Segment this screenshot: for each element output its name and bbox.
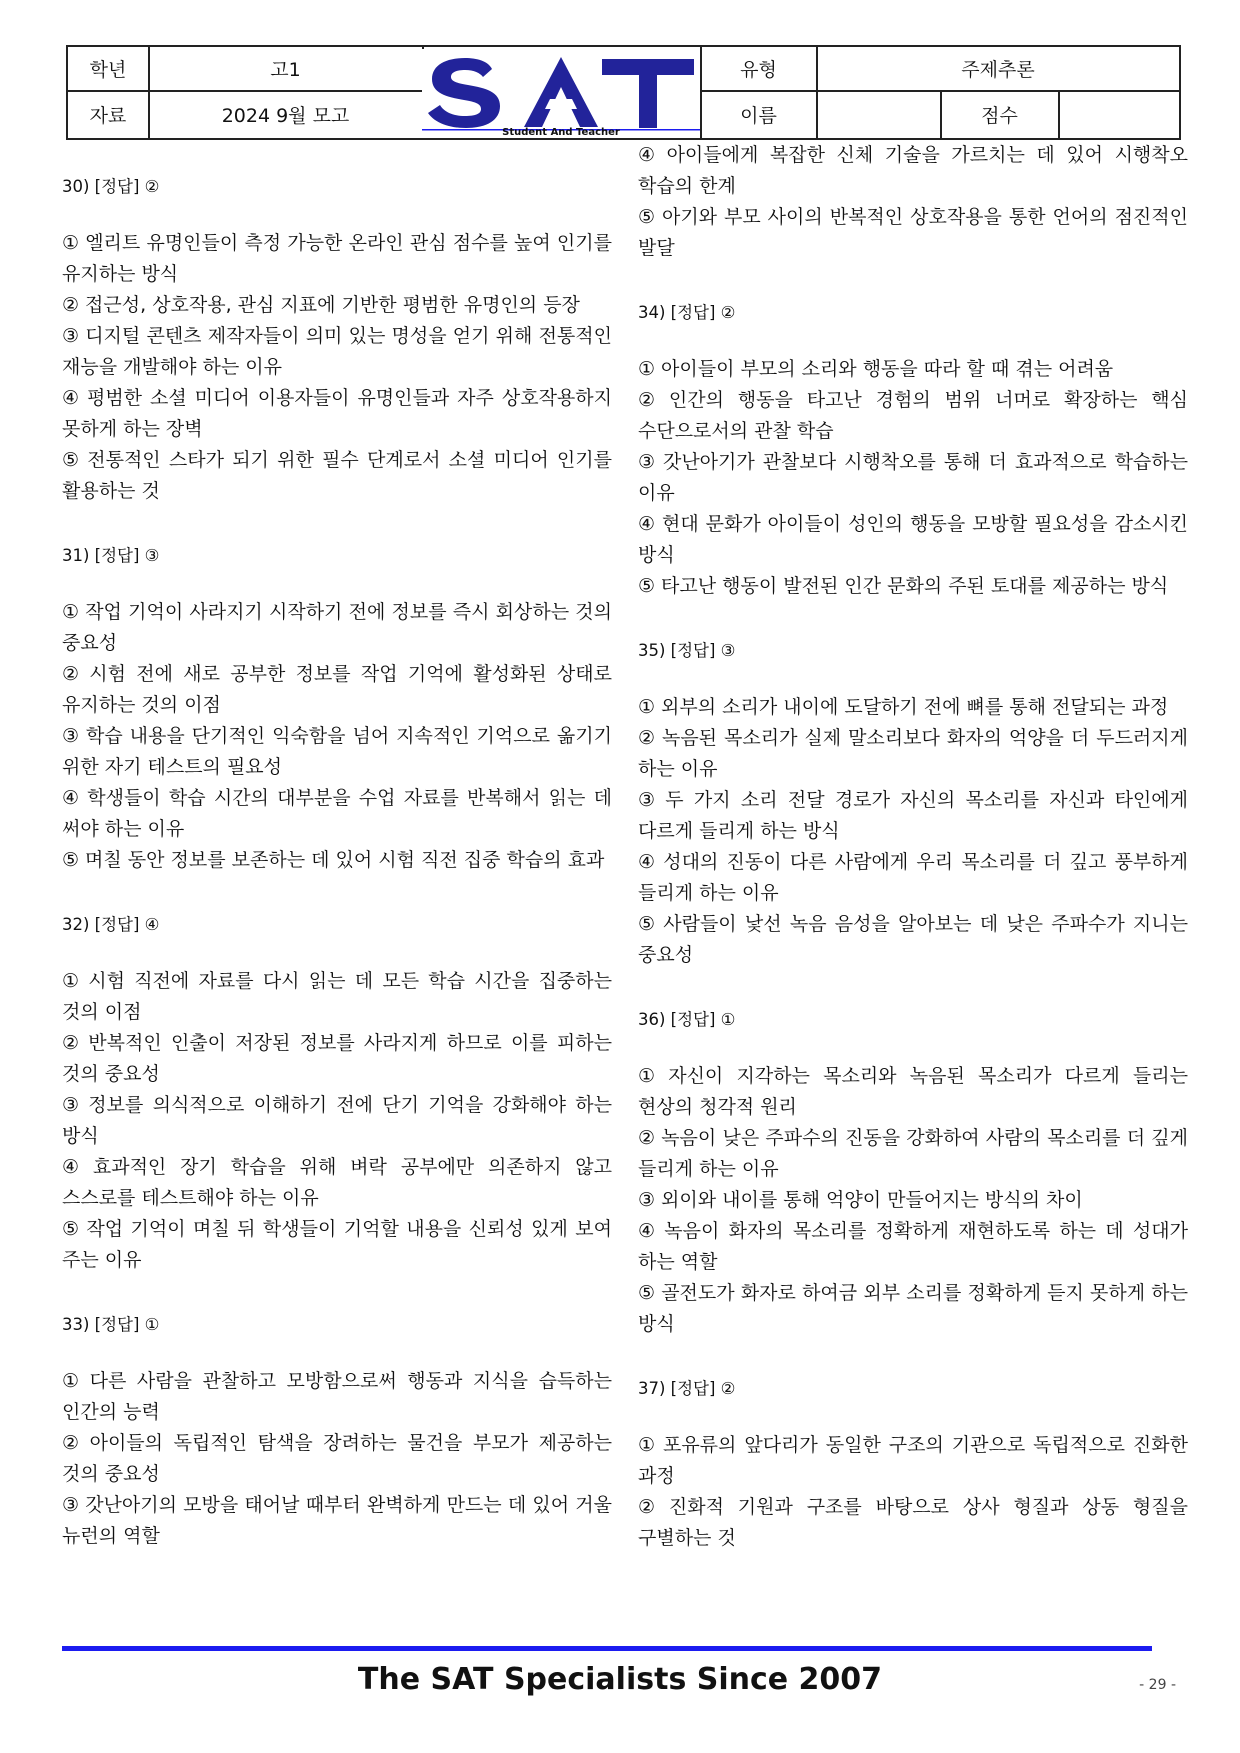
option-text: 시험 전에 새로 공부한 정보를 작업 기억에 활성화된 상태로 유지하는 것의 이점 (62, 663, 612, 716)
option-item (62, 1366, 612, 1428)
answer-key: 30) [정답] ② (62, 177, 160, 196)
option-number: ① (62, 1370, 84, 1392)
answer-key: 31) [정답] ③ (62, 546, 160, 565)
option-number: ④ (638, 513, 656, 535)
option-item (638, 723, 1188, 785)
option-text: 사람들이 낯선 녹음 음성을 알아보는 데 낮은 주파수가 지니는 중요성 (638, 913, 1188, 966)
option-item (638, 385, 1188, 447)
option-number: ② (62, 294, 80, 316)
option-item (62, 290, 612, 321)
option-item (638, 571, 1188, 602)
option-number: ② (62, 1032, 83, 1054)
option-item (62, 1028, 612, 1090)
source-label: 자료 (89, 105, 127, 127)
right-column (638, 140, 1188, 1588)
option-text: 접근성, 상호작용, 관심 지표에 기반한 평범한 유명인의 등장 (85, 294, 580, 316)
option-text: 학습 내용을 단기적인 익숙함을 넘어 지속적인 기억으로 옮기기 위한 자기 테스트의 필요성 (62, 725, 612, 778)
option-text: 포유류의 앞다리가 동일한 구조의 기관으로 독립적으로 진화한 과정 (638, 1434, 1188, 1487)
question-block (638, 140, 1188, 264)
option-text: 갓난아기의 모방을 태어날 때부터 완벽하게 만드는 데 있어 거울 뉴런의 역할 (62, 1494, 612, 1547)
option-item (638, 1492, 1188, 1554)
option-text: 자신이 지각하는 목소리와 녹음된 목소리가 다르게 들리는 현상의 청각적 원리 (638, 1065, 1188, 1118)
option-number: ③ (638, 1189, 656, 1211)
question-block (638, 1005, 1188, 1340)
option-number: ⑤ (638, 913, 658, 935)
option-text: 반복적인 인출이 저장된 정보를 사라지게 하므로 이를 피하는 것의 중요성 (62, 1032, 612, 1085)
header-table (66, 45, 1181, 140)
option-number: ① (638, 696, 656, 718)
option-item (62, 1090, 612, 1152)
option-item (638, 1216, 1188, 1278)
option-number: ④ (638, 1220, 659, 1242)
footer-rule (62, 1646, 1152, 1651)
option-number: ① (638, 358, 656, 380)
option-text: 성대의 진동이 다른 사람에게 우리 목소리를 더 깊고 풍부하게 들리게 하는 이유 (638, 851, 1188, 904)
option-number: ② (62, 663, 84, 685)
option-text: 현대 문화가 아이들이 성인의 행동을 모방할 필요성을 감소시킨 방식 (638, 513, 1188, 566)
option-text: 다른 사람을 관찰하고 모방함으로써 행동과 지식을 습득하는 인간의 능력 (62, 1370, 612, 1423)
option-number: ⑤ (62, 449, 82, 471)
option-text: 아이들이 부모의 소리와 행동을 따라 할 때 겪는 어려움 (661, 358, 1114, 380)
option-text: 진화적 기원과 구조를 바탕으로 상사 형질과 상동 형질을 구별하는 것 (638, 1496, 1188, 1549)
answer-key: 36) [정답] ① (638, 1010, 736, 1029)
score-field[interactable] (1059, 91, 1179, 138)
option-text: 시험 직전에 자료를 다시 읽는 데 모든 학습 시간을 집중하는 것의 이점 (62, 970, 612, 1023)
option-number: ① (62, 970, 83, 992)
option-item (638, 1123, 1188, 1185)
answer-key: 37) [정답] ② (638, 1379, 736, 1398)
answer-key: 35) [정답] ③ (638, 641, 736, 660)
option-item (62, 659, 612, 721)
option-number: ② (638, 389, 663, 411)
left-column (62, 172, 612, 1586)
option-item (62, 1428, 612, 1490)
question-block (638, 1374, 1188, 1554)
score-label: 점수 (981, 105, 1018, 127)
source-value: 2024 9월 모고 (221, 105, 350, 127)
option-text: 작업 기억이 사라지기 시작하기 전에 정보를 즉시 회상하는 것의 중요성 (62, 601, 612, 654)
option-number: ③ (62, 325, 80, 347)
option-text: 전통적인 스타가 되기 위한 필수 단계로서 소셜 미디어 인기를 활용하는 것 (62, 449, 612, 502)
option-number: ① (62, 601, 80, 623)
option-item (62, 783, 612, 845)
option-number: ② (638, 1496, 663, 1518)
option-item (62, 228, 612, 290)
option-text: 외이와 내이를 통해 억양이 만들어지는 방식의 차이 (661, 1189, 1083, 1211)
option-number: ④ (638, 144, 661, 166)
option-item (62, 1490, 612, 1552)
option-text: 인간의 행동을 타고난 경험의 범위 너머로 확장하는 핵심 수단으로서의 관찰 학습 (638, 389, 1188, 442)
option-text: 외부의 소리가 내이에 도달하기 전에 뼈를 통해 전달되는 과정 (661, 696, 1169, 718)
option-item (638, 140, 1188, 202)
option-item (62, 445, 612, 507)
option-text: 녹음이 화자의 목소리를 정확하게 재현하도록 하는 데 성대가 하는 역할 (638, 1220, 1188, 1273)
option-number: ③ (62, 1494, 80, 1516)
option-text: 작업 기억이 며칠 뒤 학생들이 기억할 내용을 신뢰성 있게 보여 주는 이유 (62, 1218, 612, 1271)
option-text: 갓난아기가 관찰보다 시행착오를 통해 더 효과적으로 학습하는 이유 (638, 451, 1188, 504)
option-number: ④ (62, 387, 81, 409)
option-number: ④ (62, 1156, 87, 1178)
option-text: 아이들의 독립적인 탐색을 장려하는 물건을 부모가 제공하는 것의 중요성 (62, 1432, 612, 1485)
option-text: 골전도가 화자로 하여금 외부 소리를 정확하게 듣지 못하게 하는 방식 (638, 1282, 1188, 1335)
question-block (62, 910, 612, 1276)
option-item (62, 321, 612, 383)
name-field[interactable] (817, 91, 940, 138)
option-item (638, 447, 1188, 509)
option-text: 두 가지 소리 전달 경로가 자신의 목소리를 자신과 타인에게 다르게 들리게 하는 방식 (638, 789, 1188, 842)
option-number: ④ (62, 787, 82, 809)
option-number: ⑤ (638, 1282, 656, 1304)
option-text: 평범한 소셜 미디어 이용자들이 유명인들과 자주 상호작용하지 못하게 하는 장벽 (62, 387, 612, 440)
option-item (638, 1278, 1188, 1340)
option-number: ⑤ (638, 575, 656, 597)
option-number: ② (62, 1432, 84, 1454)
question-block (62, 541, 612, 876)
option-item (62, 845, 612, 876)
option-number: ③ (638, 789, 660, 811)
option-text: 아기와 부모 사이의 반복적인 상호작용을 통한 언어의 점진적인 발달 (638, 206, 1188, 259)
option-text: 학생들이 학습 시간의 대부분을 수업 자료를 반복해서 읽는 데 써야 하는 이유 (62, 787, 612, 840)
name-label: 이름 (740, 105, 777, 127)
option-item (638, 509, 1188, 571)
question-block (638, 298, 1188, 602)
option-number: ⑤ (62, 849, 80, 871)
option-text: 정보를 의식적으로 이해하기 전에 단기 기억을 강화해야 하는 방식 (62, 1094, 612, 1147)
option-item (638, 785, 1188, 847)
answer-key: 34) [정답] ② (638, 303, 736, 322)
option-number: ③ (62, 725, 80, 747)
answer-key: 32) [정답] ④ (62, 915, 160, 934)
option-item (62, 383, 612, 445)
option-number: ③ (62, 1094, 83, 1116)
option-item (638, 1430, 1188, 1492)
option-number: ② (638, 727, 656, 749)
option-item (638, 354, 1188, 385)
option-text: 녹음된 목소리가 실제 말소리보다 화자의 억양을 더 두드러지게 하는 이유 (638, 727, 1188, 780)
option-number: ① (62, 232, 80, 254)
option-number: ① (638, 1065, 663, 1087)
option-item (638, 909, 1188, 971)
option-item (62, 721, 612, 783)
option-item (62, 1214, 612, 1276)
option-item (638, 1185, 1188, 1216)
option-text: 디지털 콘텐츠 제작자들이 의미 있는 명성을 얻기 위해 전통적인 재능을 개발해야 하는 이유 (62, 325, 612, 378)
question-block (638, 636, 1188, 971)
type-value: 주제추론 (961, 59, 1035, 81)
grade-label: 학년 (89, 59, 127, 81)
option-text: 녹음이 낮은 주파수의 진동을 강화하여 사람의 목소리를 더 깊게 들리게 하는 이유 (638, 1127, 1188, 1180)
option-item (62, 966, 612, 1028)
logo-tagline: Student And Teacher (502, 127, 620, 138)
option-item (62, 597, 612, 659)
answer-key: 33) [정답] ① (62, 1315, 160, 1334)
option-number: ⑤ (638, 206, 656, 228)
option-number: ③ (638, 451, 657, 473)
question-block (62, 172, 612, 507)
type-label: 유형 (740, 59, 777, 81)
option-text: 효과적인 장기 학습을 위해 벼락 공부에만 의존하지 않고 스스로를 테스트해야 하는 이유 (62, 1156, 612, 1209)
option-item (62, 1152, 612, 1214)
option-item (638, 202, 1188, 264)
option-text: 엘리트 유명인들이 측정 가능한 온라인 관심 점수를 높여 인기를 유지하는 방식 (62, 232, 612, 285)
option-number: ① (638, 1434, 657, 1456)
option-text: 아이들에게 복잡한 신체 기술을 가르치는 데 있어 시행착오 학습의 한계 (638, 144, 1188, 197)
option-item (638, 847, 1188, 909)
option-number: ② (638, 1127, 656, 1149)
option-number: ⑤ (62, 1218, 81, 1240)
footer-slogan: The SAT Specialists Since 2007 (357, 1662, 883, 1697)
option-item (638, 692, 1188, 723)
option-item (638, 1061, 1188, 1123)
option-text: 며칠 동안 정보를 보존하는 데 있어 시험 직전 집중 학습의 효과 (85, 849, 605, 871)
option-text: 타고난 행동이 발전된 인간 문화의 주된 토대를 제공하는 방식 (661, 575, 1169, 597)
question-block (62, 1310, 612, 1552)
page-number: - 29 - (1139, 1677, 1176, 1693)
grade-value: 고1 (270, 59, 301, 81)
sat-logo (422, 49, 700, 138)
option-number: ④ (638, 851, 658, 873)
